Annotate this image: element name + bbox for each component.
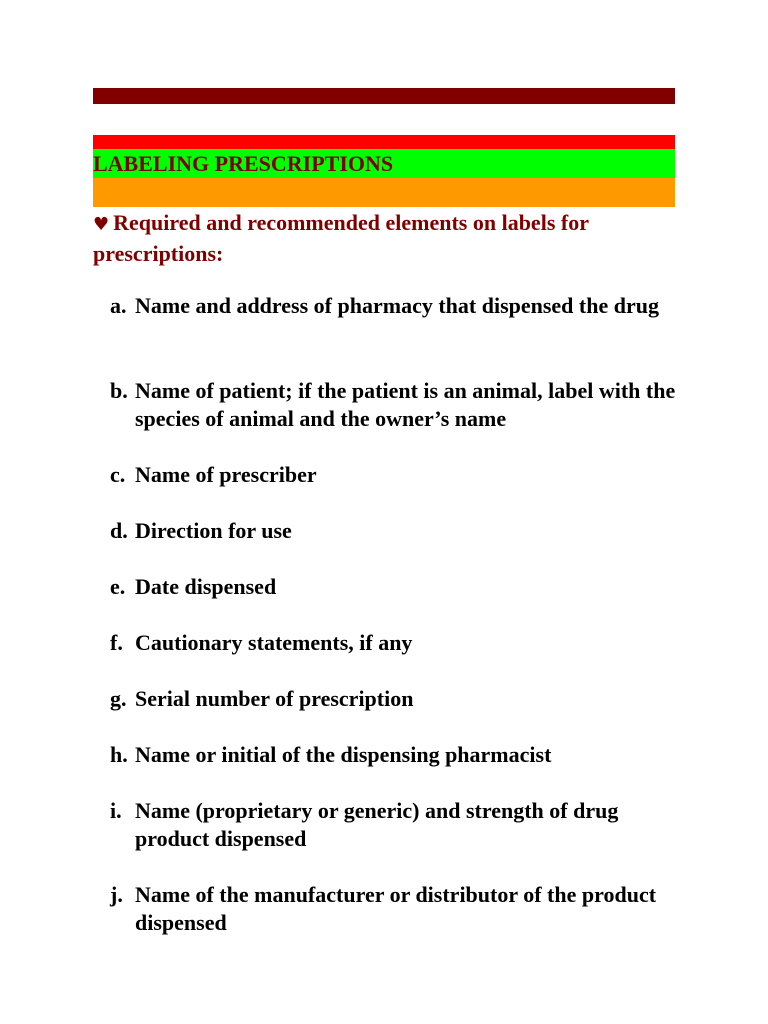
list-item-marker: h. [110, 742, 128, 767]
list-item-text: Serial number of prescription [135, 686, 414, 711]
list-item-text: Name of patient; if the patient is an animal, label with the species of animal and the owner’s name [135, 378, 676, 431]
intro-text: Required and recommended elements on labels for prescriptions: [93, 210, 589, 266]
list-item-marker: d. [110, 518, 128, 543]
list-item-text: Name of prescriber [135, 462, 317, 487]
list-item-marker: a. [110, 293, 127, 318]
list-item-marker: b. [110, 378, 128, 403]
list-item-text: Direction for use [135, 518, 292, 543]
list-item-marker: e. [110, 574, 126, 599]
page-title: LABELING PRESCRIPTIONS [93, 151, 394, 176]
list-item-text: Cautionary statements, if any [135, 630, 413, 655]
list-item-text: Name (proprietary or generic) and strength of drug product dispensed [135, 798, 619, 851]
list-item-text: Date dispensed [135, 574, 277, 599]
list-item-text: Name or initial of the dispensing pharmacist [135, 742, 552, 767]
list-item-marker: i. [110, 798, 122, 823]
list-item-text: Name and address of pharmacy that dispensed the drug [135, 293, 659, 318]
list-item-marker: c. [110, 462, 126, 487]
heart-bullet-icon: ♥ [93, 214, 110, 235]
list-item-marker: g. [110, 686, 127, 711]
list-item-text: Name of the manufacturer or distributor of the product dispensed [135, 882, 657, 935]
list-item-marker: f. [110, 630, 123, 655]
list-item-marker: j. [110, 882, 123, 907]
